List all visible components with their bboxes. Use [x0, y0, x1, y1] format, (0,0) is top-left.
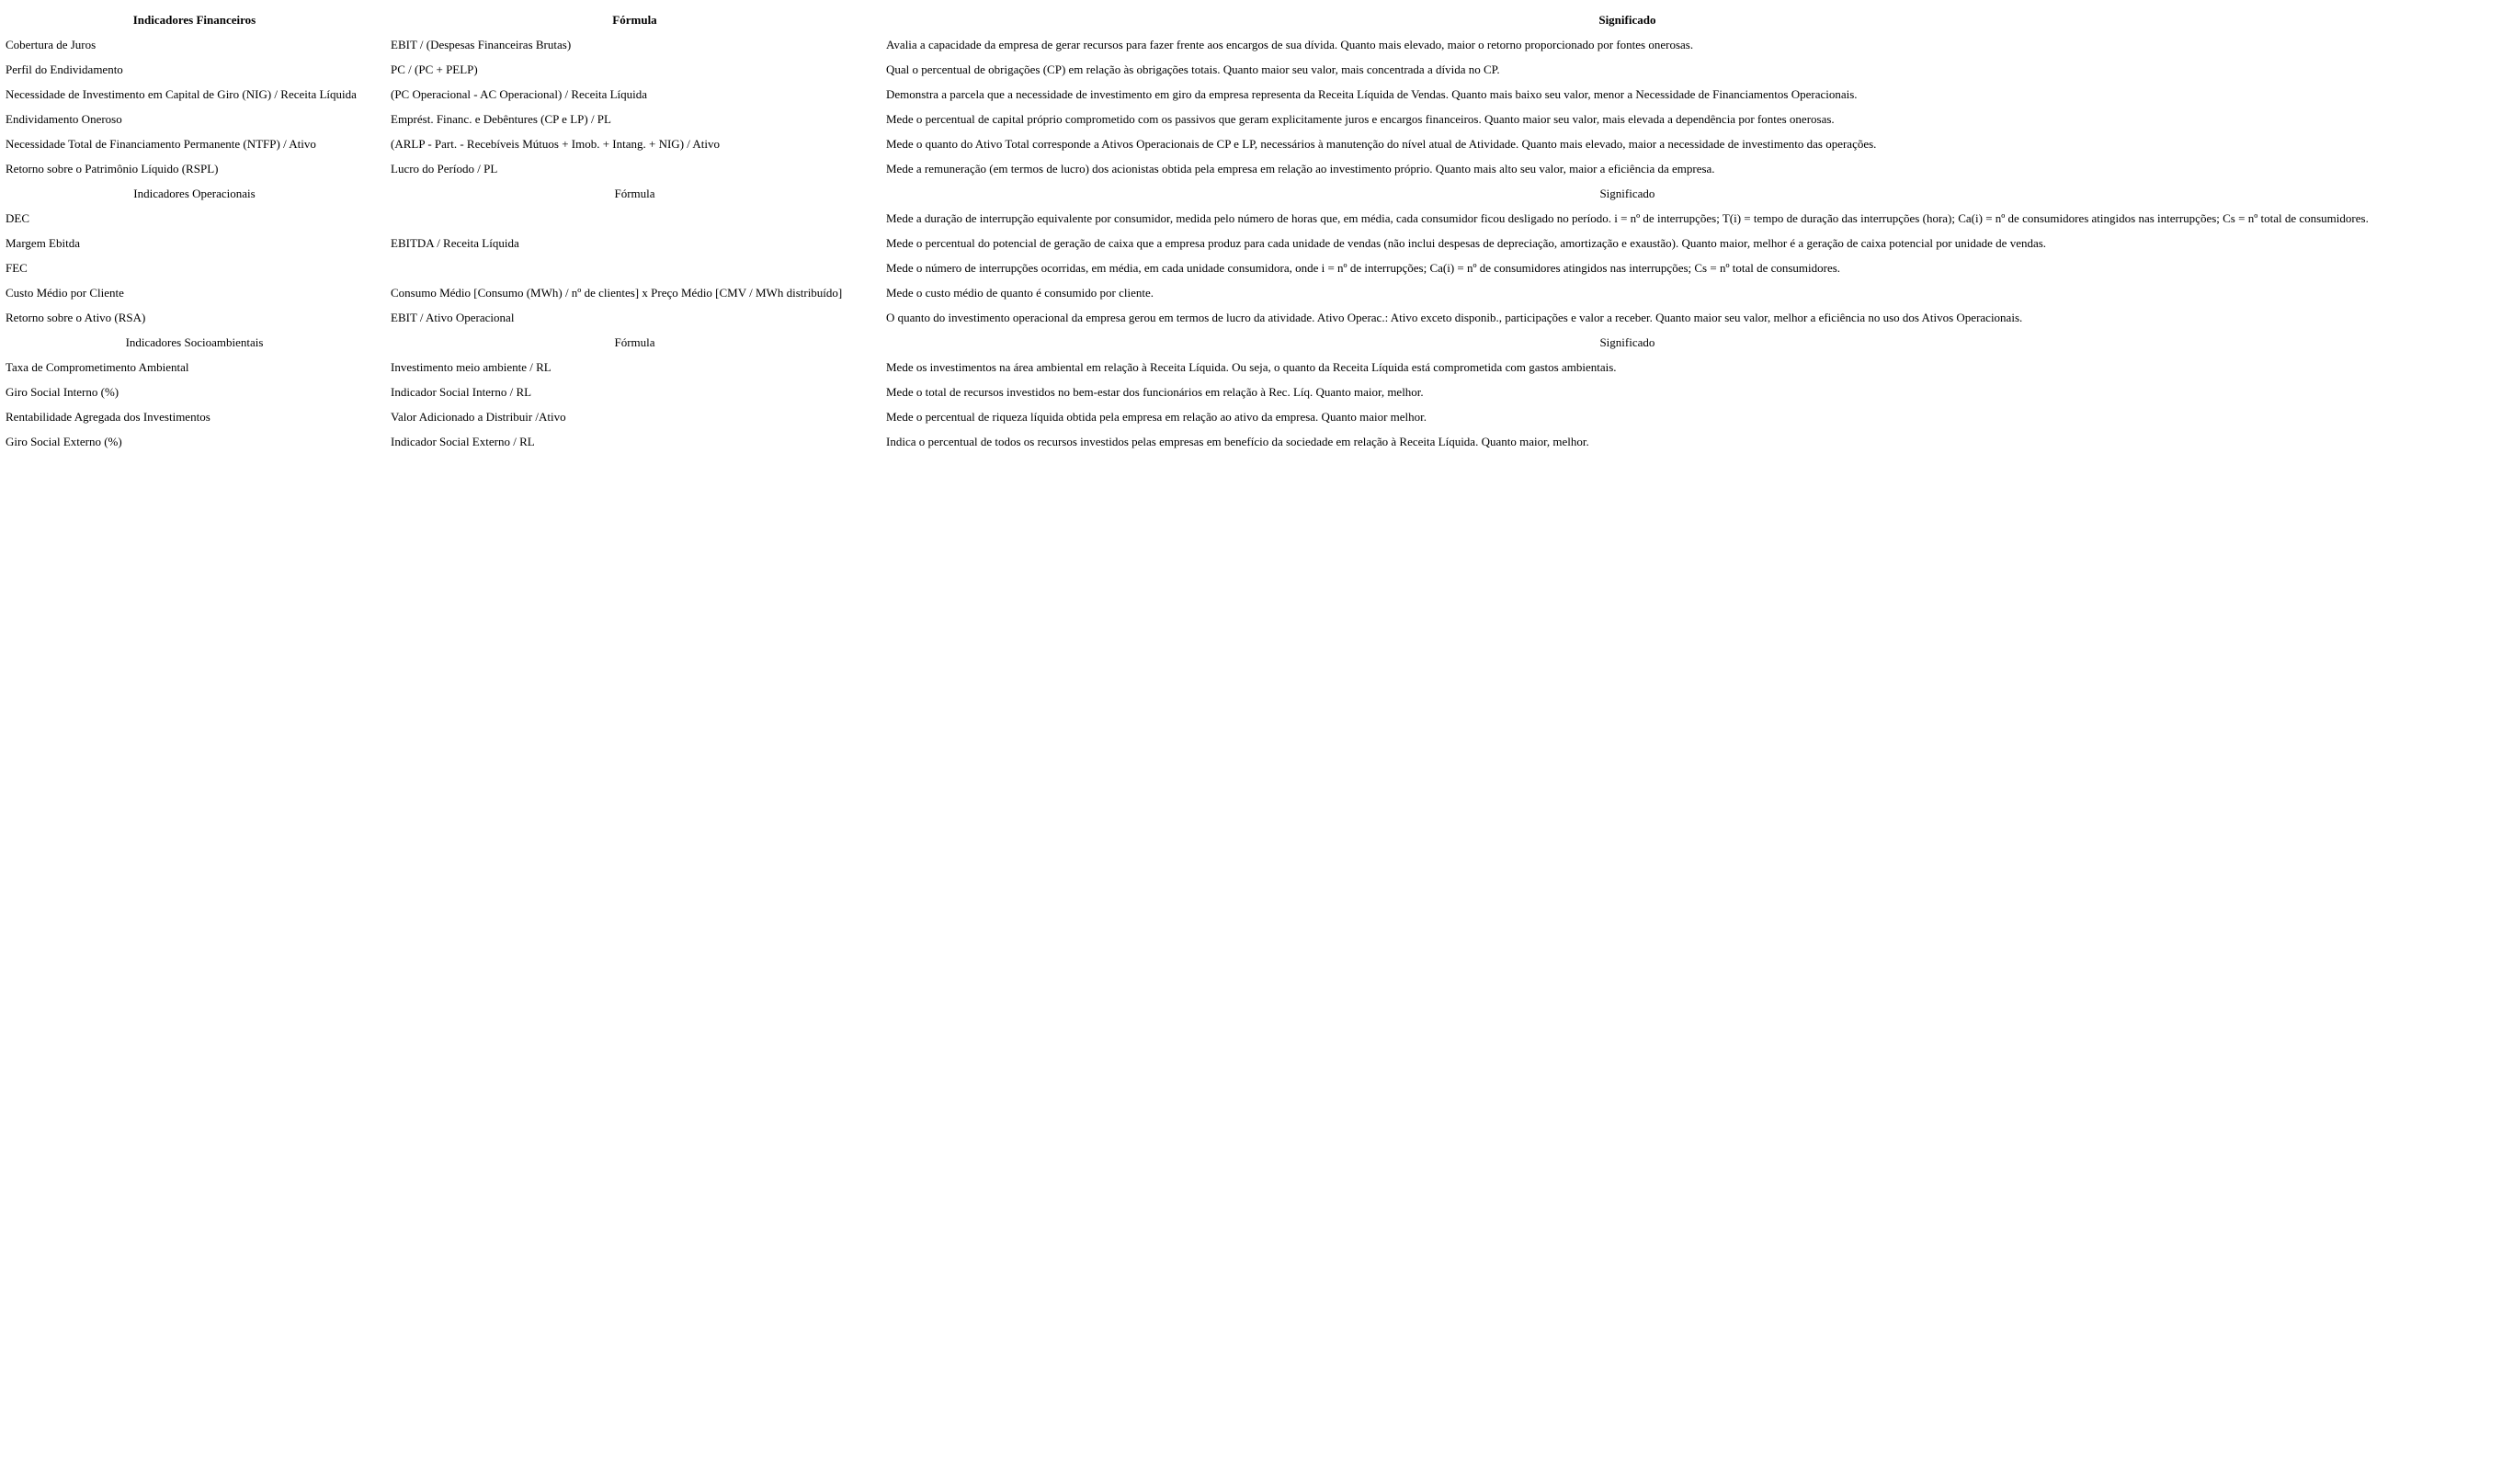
meaning-cell: Mede o percentual de capital próprio comprometido com os passivos que geram explicitamente juros e encargos financeiros. Quanto maior seu valor, mais elevada a dependência por fontes onerosas.: [886, 112, 1835, 126]
section-header-row: [2, 181, 2372, 206]
formula-cell: Investimento meio ambiente / RL: [391, 360, 551, 374]
section-header-row: [2, 7, 2372, 32]
meaning-column-header: Significado: [1598, 13, 1656, 27]
meaning-cell: Mede o percentual de riqueza líquida obtida pela empresa em relação ao ativo da empresa. Quanto maior melhor.: [886, 410, 1427, 424]
meaning-cell: O quanto do investimento operacional da empresa gerou em termos de lucro da atividade. Ativo Operac.: Ativo exceto disponib., participações e valor a receber. Quanto maior seu valor, melhor a eficiência no uso dos Ativos Operacionais.: [886, 311, 2023, 324]
indicators-table-body: [2, 7, 2372, 454]
indicator-name-cell: Giro Social Interno (%): [6, 385, 119, 399]
indicator-name-cell: FEC: [6, 261, 28, 275]
formula-cell: PC / (PC + PELP): [391, 62, 478, 76]
section-header-row: [2, 330, 2372, 355]
formula-cell: Consumo Médio [Consumo (MWh) / nº de clientes] x Preço Médio [CMV / MWh distribuído]: [391, 286, 843, 300]
table-row: [2, 280, 2372, 305]
formula-cell: [387, 206, 882, 231]
meaning-cell: Qual o percentual de obrigações (CP) em relação às obrigações totais. Quanto maior seu valor, mais concentrada a dívida no CP.: [886, 62, 1500, 76]
table-row: [2, 156, 2372, 181]
meaning-cell: Avalia a capacidade da empresa de gerar recursos para fazer frente aos encargos de sua dívida. Quanto mais elevado, maior o retorno proporcionado por fontes onerosas.: [886, 38, 1694, 51]
formula-cell: Valor Adicionado a Distribuir /Ativo: [391, 410, 566, 424]
table-row: [2, 131, 2372, 156]
indicator-name-cell: Cobertura de Juros: [6, 38, 97, 51]
table-row: [2, 107, 2372, 131]
indicator-column-header: Indicadores Operacionais: [133, 187, 256, 200]
formula-cell: [387, 255, 882, 280]
indicators-table: [2, 7, 2372, 454]
meaning-cell: Indica o percentual de todos os recursos investidos pelas empresas em benefício da sociedade em relação à Receita Líquida. Quanto maior, melhor.: [886, 435, 1589, 448]
formula-cell: EBIT / (Despesas Financeiras Brutas): [391, 38, 572, 51]
formula-column-header: Fórmula: [612, 13, 657, 27]
meaning-cell: Demonstra a parcela que a necessidade de investimento em giro da empresa representa da Receita Líquida de Vendas. Quanto mais baixo seu valor, menor a Necessidade de Financiamentos Operacionais.: [886, 87, 1858, 101]
formula-cell: Indicador Social Interno / RL: [391, 385, 532, 399]
indicator-name-cell: Retorno sobre o Patrimônio Líquido (RSPL): [6, 162, 219, 176]
table-row: [2, 379, 2372, 404]
indicator-name-cell: Necessidade de Investimento em Capital de Giro (NIG) / Receita Líquida: [6, 87, 357, 101]
table-row: [2, 255, 2372, 280]
indicator-name-cell: Perfil do Endividamento: [6, 62, 123, 76]
meaning-cell: Mede o total de recursos investidos no bem-estar dos funcionários em relação à Rec. Líq. Quanto maior, melhor.: [886, 385, 1424, 399]
table-row: [2, 206, 2372, 231]
meaning-cell: Mede o quanto do Ativo Total corresponde a Ativos Operacionais de CP e LP, necessários à manutenção do nível atual de Atividade. Quanto mais elevado, maior a necessidade de investimento das operações.: [886, 137, 1877, 151]
table-row: [2, 82, 2372, 107]
indicator-name-cell: Necessidade Total de Financiamento Permanente (NTFP) / Ativo: [6, 137, 316, 151]
formula-cell: Indicador Social Externo / RL: [391, 435, 535, 448]
formula-cell: (PC Operacional - AC Operacional) / Receita Líquida: [391, 87, 648, 101]
table-row: [2, 355, 2372, 379]
meaning-cell: Mede a duração de interrupção equivalente por consumidor, medida pelo número de horas que, em média, cada consumidor ficou desligado no período. i = nº de interrupções; T(i) = tempo de duração das interrupções (hora); Ca(i) = nº de consumidores atingidos nas interrupções; Cs = nº total de consumidores.: [886, 211, 2369, 225]
indicator-name-cell: Giro Social Externo (%): [6, 435, 122, 448]
formula-cell: (ARLP - Part. - Recebíveis Mútuos + Imob. + Intang. + NIG) / Ativo: [391, 137, 721, 151]
formula-cell: EBITDA / Receita Líquida: [391, 236, 519, 250]
meaning-cell: Mede os investimentos na área ambiental em relação à Receita Líquida. Ou seja, o quanto da Receita Líquida está comprometida com gastos ambientais.: [886, 360, 1617, 374]
formula-column-header: Fórmula: [614, 187, 655, 200]
table-row: [2, 429, 2372, 454]
indicator-name-cell: Rentabilidade Agregada dos Investimentos: [6, 410, 210, 424]
meaning-cell: Mede o percentual do potencial de geração de caixa que a empresa produz para cada unidade de vendas (não inclui despesas de depreciação, amortização e exaustão). Quanto maior, melhor é a geração de caixa potencial por unidade de vendas.: [886, 236, 2047, 250]
indicator-name-cell: DEC: [6, 211, 29, 225]
indicator-name-cell: Endividamento Oneroso: [6, 112, 122, 126]
formula-cell: EBIT / Ativo Operacional: [391, 311, 515, 324]
table-row: [2, 305, 2372, 330]
indicator-column-header: Indicadores Financeiros: [132, 13, 256, 27]
meaning-cell: Mede o custo médio de quanto é consumido por cliente.: [886, 286, 1154, 300]
meaning-column-header: Significado: [1599, 187, 1655, 200]
indicator-name-cell: Margem Ebitda: [6, 236, 80, 250]
indicator-name-cell: Custo Médio por Cliente: [6, 286, 124, 300]
formula-cell: Lucro do Período / PL: [391, 162, 498, 176]
formula-cell: Emprést. Financ. e Debêntures (CP e LP) / PL: [391, 112, 611, 126]
table-row: [2, 32, 2372, 57]
formula-column-header: Fórmula: [614, 335, 655, 349]
meaning-cell: Mede o número de interrupções ocorridas, em média, em cada unidade consumidora, onde i = nº de interrupções; Ca(i) = nº de consumidores atingidos nas interrupções; Cs = nº total de consumidores.: [886, 261, 1841, 275]
indicator-column-header: Indicadores Socioambientais: [125, 335, 264, 349]
table-row: [2, 404, 2372, 429]
table-row: [2, 57, 2372, 82]
indicator-name-cell: Retorno sobre o Ativo (RSA): [6, 311, 146, 324]
meaning-cell: Mede a remuneração (em termos de lucro) dos acionistas obtida pela empresa em relação ao investimento próprio. Quanto mais alto seu valor, maior a eficiência da empresa.: [886, 162, 1715, 176]
table-row: [2, 231, 2372, 255]
indicator-name-cell: Taxa de Comprometimento Ambiental: [6, 360, 189, 374]
meaning-column-header: Significado: [1599, 335, 1655, 349]
